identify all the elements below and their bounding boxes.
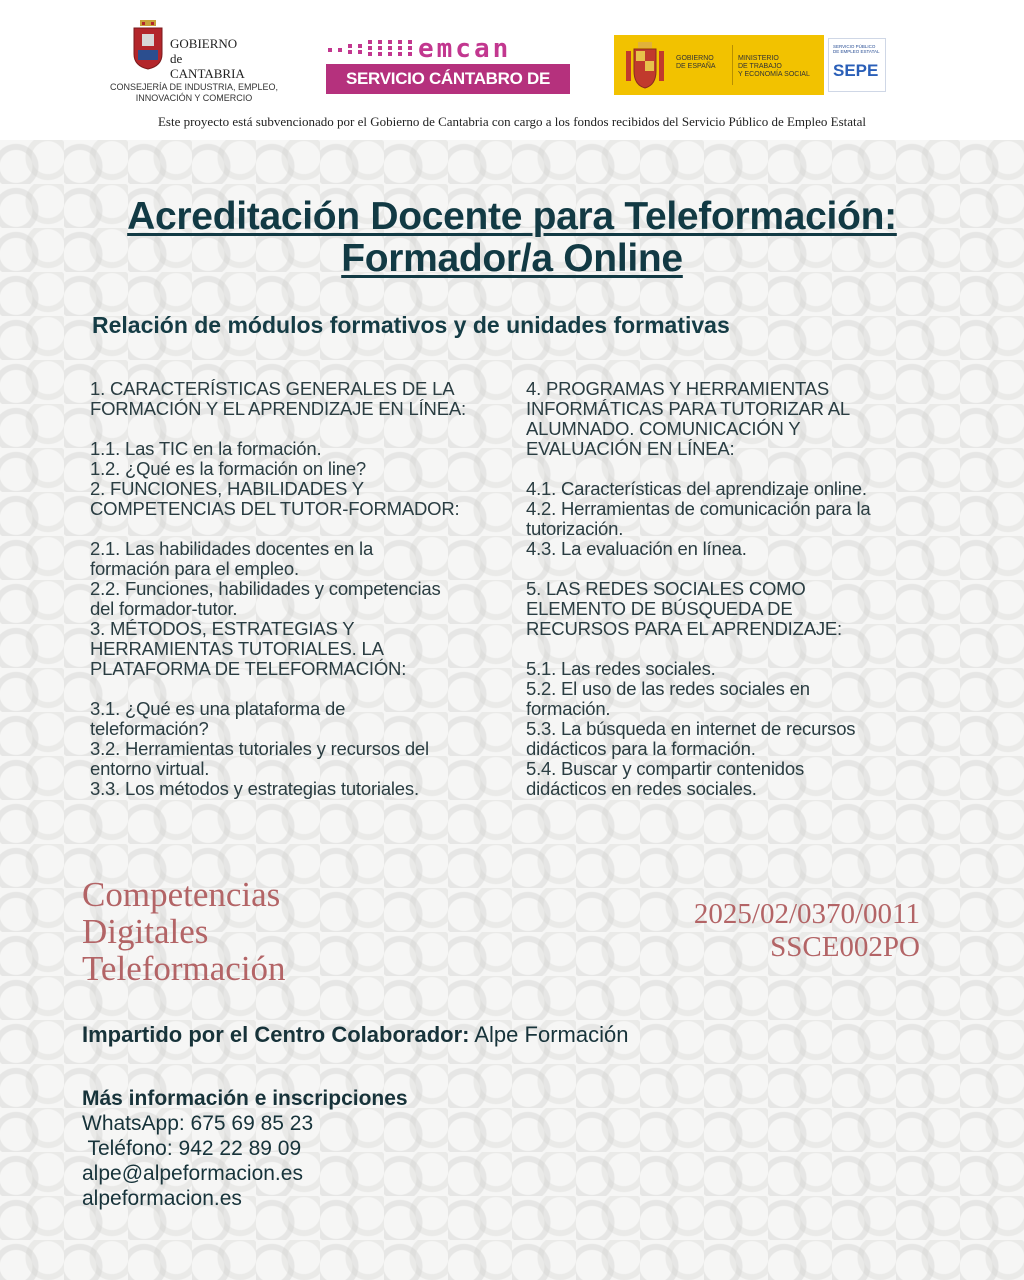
module-item: 3.3. Los métodos y estrategias tutoriales.	[90, 778, 419, 799]
header-logos	[0, 0, 1024, 140]
modules-left-column	[90, 379, 510, 799]
website-link[interactable]: alpeformacion.es	[82, 1187, 242, 1210]
ministerio-logo	[614, 35, 824, 95]
gobierno-cantabria-logo	[102, 18, 292, 108]
emcan-wordmark: emcan	[418, 34, 512, 64]
especialidad-code: SSCE002PO	[770, 931, 920, 963]
cantabria-department: CONSEJERÍA DE INDUSTRIA, EMPLEO, INNOVACIÓN Y COMERCIO	[109, 82, 279, 103]
phone-number[interactable]: Teléfono: 942 22 89 09	[82, 1137, 302, 1160]
spacer	[526, 559, 956, 579]
sepe-acronym: SEPE	[833, 61, 879, 80]
module-item: 5.4. Buscar y compartir contenidos didácticos en redes sociales.	[526, 758, 805, 799]
contact-block	[82, 1086, 408, 1211]
course-category: Competencias Digitales Teleformación	[82, 875, 286, 988]
spacer	[526, 639, 956, 659]
module-item: 1.2. ¿Qué es la formación on line?	[90, 458, 366, 479]
emcan-dots-icon	[326, 40, 416, 58]
module-item: 4.2. Herramientas de comunicación para la tutorización.	[526, 498, 871, 539]
module-item: 3.2. Herramientas tutoriales y recursos del entorno virtual.	[90, 738, 429, 779]
course-title: Acreditación Docente para Teleformación: Formador/a Online	[127, 195, 897, 280]
spacer	[90, 519, 510, 539]
whatsapp-number[interactable]: WhatsApp: 675 69 85 23	[82, 1112, 314, 1135]
email-link[interactable]: alpe@alpeformacion.es	[82, 1162, 303, 1185]
module-item: 3.1. ¿Qué es una plataforma de teleformación?	[90, 698, 346, 739]
spain-coat-of-arms-icon	[624, 41, 666, 89]
ministerio-trabajo-label: MINISTERIO DE TRABAJO Y ECONOMÍA SOCIAL	[738, 55, 810, 78]
module-item: 3. MÉTODOS, ESTRATEGIAS Y HERRAMIENTAS TUTORIALES. LA PLATAFORMA DE TELEFORMACIÓN:	[90, 618, 407, 679]
emcan-logo	[326, 34, 570, 118]
provider-line	[82, 1022, 628, 1048]
ministerio-divider	[732, 45, 733, 85]
module-item: 4.1. Características del aprendizaje online.	[526, 478, 867, 499]
provider-label: Impartido por el Centro Colaborador:	[82, 1022, 470, 1047]
spacer	[90, 679, 510, 699]
modules-right-column	[526, 379, 956, 799]
module-item: 5.3. La búsqueda en internet de recursos didácticos para la formación.	[526, 718, 856, 759]
module-item: 2.1. Las habilidades docentes en la formación para el empleo.	[90, 538, 374, 579]
cantabria-shield-icon	[132, 20, 164, 70]
module-item: 5.1. Las redes sociales.	[526, 658, 716, 679]
spacer	[90, 419, 510, 439]
module-item: 1. CARACTERÍSTICAS GENERALES DE LA FORMACIÓN Y EL APRENDIZAJE EN LÍNEA:	[90, 378, 466, 419]
spacer	[526, 459, 956, 479]
module-item: 1.1. Las TIC en la formación.	[90, 438, 322, 459]
expediente-code: 2025/02/0370/0011	[693, 898, 920, 930]
sepe-logo	[828, 38, 886, 92]
module-item: 2.2. Funciones, habilidades y competencias del formador-tutor.	[90, 578, 441, 619]
module-item: 4. PROGRAMAS Y HERRAMIENTAS INFORMÁTICAS PARA TUTORIZAR AL ALUMNADO. COMUNICACIÓN Y EVALUACIÓN EN LÍNEA:	[526, 378, 850, 459]
module-item: 5. LAS REDES SOCIALES COMO ELEMENTO DE BÚSQUEDA DE RECURSOS PARA EL APRENDIZAJE:	[526, 578, 842, 639]
module-item: 4.3. La evaluación en línea.	[526, 538, 747, 559]
gobierno-espana-label: GOBIERNO DE ESPAÑA	[676, 55, 716, 70]
subsidy-note: Este proyecto está subvencionado por el Gobierno de Cantabria con cargo a los fondos recibidos del Servicio Público de Empleo Estatal	[157, 114, 867, 129]
module-item: 5.2. El uso de las redes sociales en formación.	[526, 678, 810, 719]
provider-name: Alpe Formación	[474, 1022, 629, 1047]
module-item: 2. FUNCIONES, HABILIDADES Y COMPETENCIAS DEL TUTOR-FORMADOR:	[90, 478, 460, 519]
cantabria-name: GOBIERNO de CANTABRIA	[170, 36, 245, 81]
sepe-full-name: SERVICIO PÚBLICO DE EMPLEO ESTATAL	[833, 44, 880, 54]
emcan-bar: SERVICIO CÁNTABRO DE EMPLEO	[326, 64, 570, 94]
contact-heading: Más información e inscripciones	[82, 1087, 408, 1110]
modules-subtitle: Relación de módulos formativos y de unidades formativas	[92, 312, 730, 338]
course-codes	[694, 898, 920, 964]
